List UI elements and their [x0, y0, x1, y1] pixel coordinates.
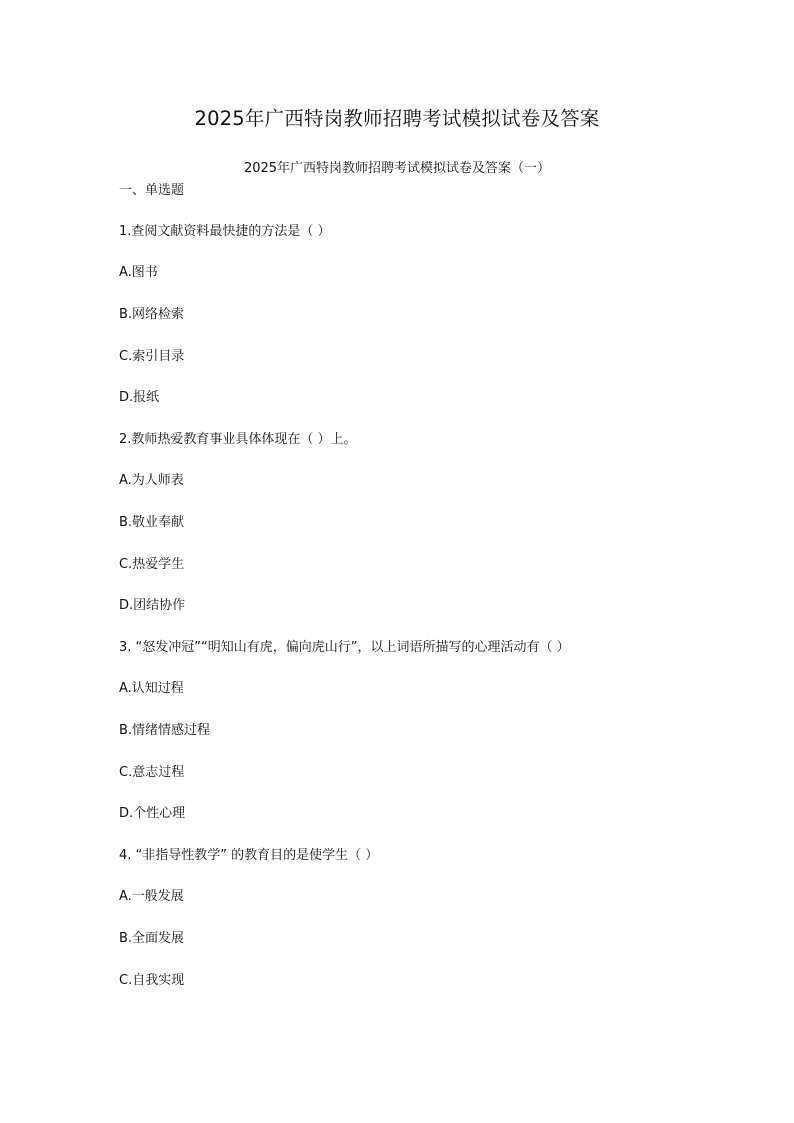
answer-option: D.团结协作 [119, 598, 186, 613]
answer-option: B.敬业奉献 [119, 515, 185, 530]
answer-option: B.全面发展 [119, 931, 185, 946]
answer-option: B.情绪情感过程 [119, 723, 211, 738]
answer-option: C.索引目录 [119, 349, 185, 364]
answer-option: D.个性心理 [119, 806, 186, 821]
question-stem: 2.教师热爱教育事业具体体现在（ ）上。 [119, 432, 357, 447]
answer-option: A.为人师表 [119, 473, 184, 488]
section-heading: 一、单选题 [119, 183, 185, 198]
document-subtitle: 2025年广西特岗教师招聘考试模拟试卷及答案（一） [243, 161, 551, 176]
answer-option: A.图书 [119, 265, 158, 280]
question-stem: 3. “怒发冲冠”“明知山有虎，偏向虎山行”，以上词语所描写的心理活动有（ ） [119, 640, 570, 655]
answer-option: C.热爱学生 [119, 557, 185, 572]
answer-option: A.认知过程 [119, 681, 184, 696]
question-stem: 1.查阅文献资料最快捷的方法是（ ） [119, 224, 331, 239]
answer-option: A.一般发展 [119, 889, 184, 904]
document-title: 2025年广西特岗教师招聘考试模拟试卷及答案 [194, 107, 600, 130]
answer-option: C.意志过程 [119, 765, 185, 780]
answer-option: C.自我实现 [119, 973, 185, 988]
answer-option: B.网络检索 [119, 307, 185, 322]
answer-option: D.报纸 [119, 390, 160, 405]
question-stem: 4. “非指导性教学” 的教育目的是使学生（ ） [119, 848, 379, 863]
